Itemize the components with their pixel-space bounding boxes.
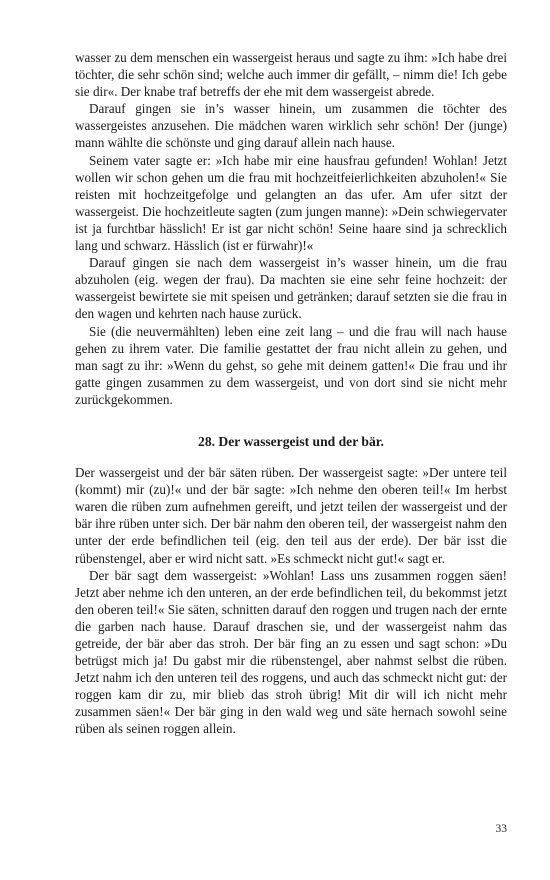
story-title: 28. Der wassergeist und der bär.: [198, 433, 384, 449]
book-page: [75, 49, 507, 738]
page-number: 33: [495, 823, 507, 835]
paragraph: wasser zu dem menschen ein wassergeist heraus und sagte zu ihm: »Ich habe drei töchter, die sehr schön sind; welche auch immer dir gefällt, – nimm die! Ich gebe sie dir«. Der knabe traf betreffs der ehe mit dem wassergeist abrede.: [75, 50, 507, 100]
paragraph: Der wassergeist und der bär säten rüben. Der wassergeist sagte: »Der untere teil (kommt) mir (zu)!« und der bär sagte: »Ich nehme den oberen teil!« Im herbst waren die rüben zum aufnehmen gereift, und jetzt teilen der wassergeist und der bär ihre rüben unter sich. Der bär nahm den oberen teil, der wassergeist nahm den unter der erde befindlichen teil (eig. den teil aus der erde). Der bär isst die rübenstengel, aber er wird nicht satt. »Es schmeckt nicht gut!« sagt er.: [75, 465, 507, 566]
paragraph: Sie (die neuvermählten) leben eine zeit lang – und die frau will nach hause gehen zu ihrem vater. Die familie gestattet der frau nicht allein zu gehen, und man sagt zu ihr: »Wenn du gehst, so gehe mit deinem gatten!« Die frau und ihr gatte gingen zusammen zu dem wassergeist, und von dort sind sie nicht mehr zurückgekommen.: [75, 323, 507, 407]
paragraph: Der bär sagt dem wassergeist: »Wohlan! Lass uns zusammen roggen säen! Jetzt aber nehme ich den unteren, an der erde befindlichen teil, du bekommst jetzt den oberen teil!« Sie säten, schnitten darauf den roggen und trugen nach der ernte die garben nach hause. Darauf draschen sie, und der wassergeist nahm das getreide, der bär aber das stroh. Der bär fing an zu essen und sagt schon: »Du betrügst mich ja! Du gabst mir die rübenstengel, aber nahmst selbst die rüben. Jetzt nahm ich den unteren teil des roggens, und auch das schmeckt nicht gut: der roggen kam dir zu, mir blieb das stroh übrig! Mit dir will ich nicht mehr zusammen säen!« Der bär ging in den wald weg und säte hernach sowohl seine rüben als seinen roggen allein.: [75, 567, 507, 737]
paragraph: Darauf gingen sie in’s wasser hinein, um zusammen die töchter des wassergeistes anzusehen. Die mädchen waren wirklich sehr schön! Der (junge) mann wählte die schönste und ging darauf allein nach hause.: [75, 101, 507, 151]
paragraph: Darauf gingen sie nach dem wassergeist in’s wasser hinein, um die frau abzuholen (eig. wegen der frau). Da machten sie eine sehr feine hochzeit: der wassergeist bewirtete sie mit speisen und getränken; darauf setzten sie die frau in den wagen und kehrten nach hause zurück.: [75, 255, 507, 322]
paragraph: Seinem vater sagte er: »Ich habe mir eine hausfrau gefunden! Wohlan! Jetzt wollen wir schon gehen um die frau mit hochzeitfeierlichkeiten abzuholen!« Sie reisten mit hochzeitgefolge und gelangten an das ufer. Am ufer sitzt der wassergeist. Die hochzeitleute sagten (zum jungen manne): »Dein schwiegervater ist ja furchtbar hässlich! Er ist gar nicht schön! Seine haare sind ja schrecklich lang und schwarz. Hässlich (ist er fürwahr)!«: [75, 152, 507, 254]
